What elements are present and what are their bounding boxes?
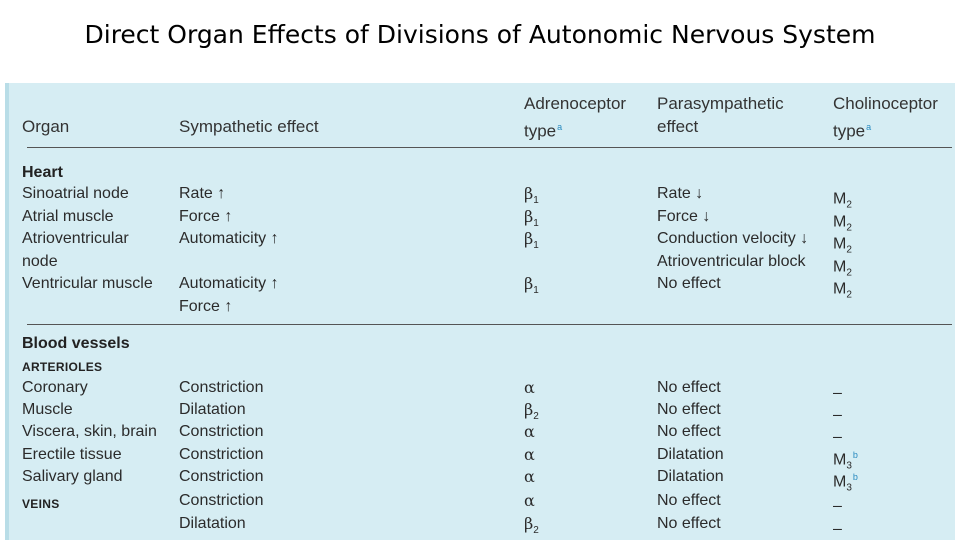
sympathetic-effect-cell: Constriction bbox=[179, 468, 264, 485]
adrenoceptor-symbol: β bbox=[524, 514, 534, 533]
adrenoceptor-symbol: β bbox=[524, 184, 534, 203]
section-blood-vessels: Blood vessels bbox=[22, 335, 130, 352]
cholinoceptor-symbol: M bbox=[833, 451, 847, 469]
header-parasympathetic-line2: effect bbox=[657, 117, 699, 136]
parasympathetic-effect-cell: No effect bbox=[657, 275, 721, 292]
adrenoceptor-subscript: 1 bbox=[533, 285, 539, 297]
adrenoceptor-subscript: 1 bbox=[533, 240, 539, 252]
adrenoceptor-subscript: 2 bbox=[533, 525, 539, 537]
organ-cell: node bbox=[22, 253, 58, 270]
footnote-a-marker: a bbox=[557, 122, 563, 132]
adrenoceptor-subscript: 1 bbox=[533, 218, 539, 230]
cholinoceptor-type-cell bbox=[833, 274, 853, 306]
cholinoceptor-subscript: 3 bbox=[846, 482, 852, 494]
sympathetic-effect-cell: Constriction bbox=[179, 423, 264, 440]
adrenoceptor-subscript: 2 bbox=[533, 411, 539, 423]
parasympathetic-effect-cell: Atrioventricular block bbox=[657, 253, 806, 270]
organ-cell: Sinoatrial node bbox=[22, 185, 129, 202]
cholinoceptor-subscript: 2 bbox=[846, 267, 852, 279]
subsection-arterioles: ARTERIOLES bbox=[22, 360, 103, 374]
adrenoceptor-type-cell bbox=[524, 229, 539, 256]
parasympathetic-effect-cell: Dilatation bbox=[657, 468, 724, 485]
organ-cell: Muscle bbox=[22, 401, 73, 418]
cholinoceptor-symbol: – bbox=[833, 384, 842, 402]
sympathetic-effect-cell: Constriction bbox=[179, 379, 264, 396]
footnote-b-marker: b bbox=[852, 472, 858, 482]
footnote-b-marker: b bbox=[852, 450, 858, 460]
header-adrenoceptor-line1: Adrenoceptor bbox=[524, 94, 627, 113]
footnote-a-marker: a bbox=[866, 122, 872, 132]
parasympathetic-effect-cell: Force ↓ bbox=[657, 208, 711, 225]
cholinoceptor-symbol: – bbox=[833, 406, 842, 424]
parasympathetic-effect-cell: No effect bbox=[657, 423, 721, 440]
section-heart: Heart bbox=[22, 164, 63, 181]
header-adrenoceptor-line2: type$^a$ bbox=[524, 121, 563, 141]
organ-cell: Atrioventricular bbox=[22, 230, 129, 247]
adrenoceptor-symbol: β bbox=[524, 207, 534, 226]
adrenoceptor-symbol: α bbox=[524, 467, 535, 486]
header-rule bbox=[27, 147, 952, 148]
adrenoceptor-symbol: α bbox=[524, 378, 535, 397]
organ-cell: Atrial muscle bbox=[22, 208, 114, 225]
cholinoceptor-symbol: M bbox=[833, 280, 847, 298]
sympathetic-effect-cell: Automaticity ↑ bbox=[179, 275, 279, 292]
organ-cell: Ventricular muscle bbox=[22, 275, 153, 292]
organ-cell: Viscera, skin, brain bbox=[22, 423, 157, 440]
adrenoceptor-symbol: α bbox=[524, 445, 535, 464]
cholinoceptor-symbol: – bbox=[833, 428, 842, 446]
sympathetic-effect-cell: Automaticity ↑ bbox=[179, 230, 279, 247]
cholinoceptor-symbol: M bbox=[833, 258, 847, 276]
cholinoceptor-symbol: – bbox=[833, 497, 842, 515]
adrenoceptor-symbol: α bbox=[524, 422, 535, 441]
adrenoceptor-symbol: β bbox=[524, 274, 534, 293]
parasympathetic-effect-cell: Conduction velocity ↓ bbox=[657, 230, 809, 247]
cholinoceptor-subscript: 3 bbox=[846, 460, 852, 472]
parasympathetic-effect-cell: No effect bbox=[657, 492, 721, 509]
cholinoceptor-subscript: 2 bbox=[846, 222, 852, 234]
cholinoceptor-subscript: 2 bbox=[846, 289, 852, 301]
cholinoceptor-symbol: M bbox=[833, 190, 847, 208]
adrenoceptor-symbol: α bbox=[524, 491, 535, 510]
sympathetic-effect-cell: Constriction bbox=[179, 446, 264, 463]
parasympathetic-effect-cell: No effect bbox=[657, 515, 721, 532]
sympathetic-effect-cell: Dilatation bbox=[179, 401, 246, 418]
cholinoceptor-subscript: 2 bbox=[846, 244, 852, 256]
organ-cell: Coronary bbox=[22, 379, 88, 396]
organ-effects-table bbox=[5, 83, 955, 540]
adrenoceptor-symbol: β bbox=[524, 400, 534, 419]
adrenoceptor-type-cell bbox=[524, 514, 539, 541]
section-rule bbox=[27, 324, 952, 325]
parasympathetic-effect-cell: No effect bbox=[657, 379, 721, 396]
slide-title: Direct Organ Effects of Divisions of Autonomic Nervous System bbox=[84, 20, 876, 49]
adrenoceptor-subscript: 1 bbox=[533, 195, 539, 207]
cholinoceptor-symbol: – bbox=[833, 520, 842, 538]
sympathetic-effect-cell: Rate ↑ bbox=[179, 185, 226, 202]
cholinoceptor-symbol: M bbox=[833, 213, 847, 231]
cholinoceptor-subscript: 2 bbox=[846, 199, 852, 211]
cholinoceptor-symbol: M bbox=[833, 473, 847, 491]
parasympathetic-effect-cell: Rate ↓ bbox=[657, 185, 704, 202]
adrenoceptor-symbol: β bbox=[524, 229, 534, 248]
parasympathetic-effect-cell: Dilatation bbox=[657, 446, 724, 463]
subsection-veins: VEINS bbox=[22, 497, 60, 511]
header-sympathetic: Sympathetic effect bbox=[179, 117, 319, 136]
cholinoceptor-type-cell bbox=[833, 514, 843, 546]
adrenoceptor-type-cell bbox=[524, 274, 539, 301]
header-cholinoceptor-line1: Cholinoceptor bbox=[833, 94, 938, 113]
sympathetic-effect-cell: Constriction bbox=[179, 492, 264, 509]
header-organ: Organ bbox=[22, 117, 70, 136]
organ-cell: Erectile tissue bbox=[22, 446, 122, 463]
sympathetic-effect-cell: Force ↑ bbox=[179, 298, 233, 315]
sympathetic-effect-cell: Force ↑ bbox=[179, 208, 233, 225]
organ-cell: Salivary gland bbox=[22, 468, 123, 485]
cholinoceptor-type-cell bbox=[833, 297, 834, 329]
header-parasympathetic-line1: Parasympathetic bbox=[657, 94, 784, 113]
sympathetic-effect-cell: Dilatation bbox=[179, 515, 246, 532]
header-cholinoceptor-line2: type$^a$ bbox=[833, 121, 872, 141]
parasympathetic-effect-cell: No effect bbox=[657, 401, 721, 418]
cholinoceptor-symbol: M bbox=[833, 235, 847, 253]
